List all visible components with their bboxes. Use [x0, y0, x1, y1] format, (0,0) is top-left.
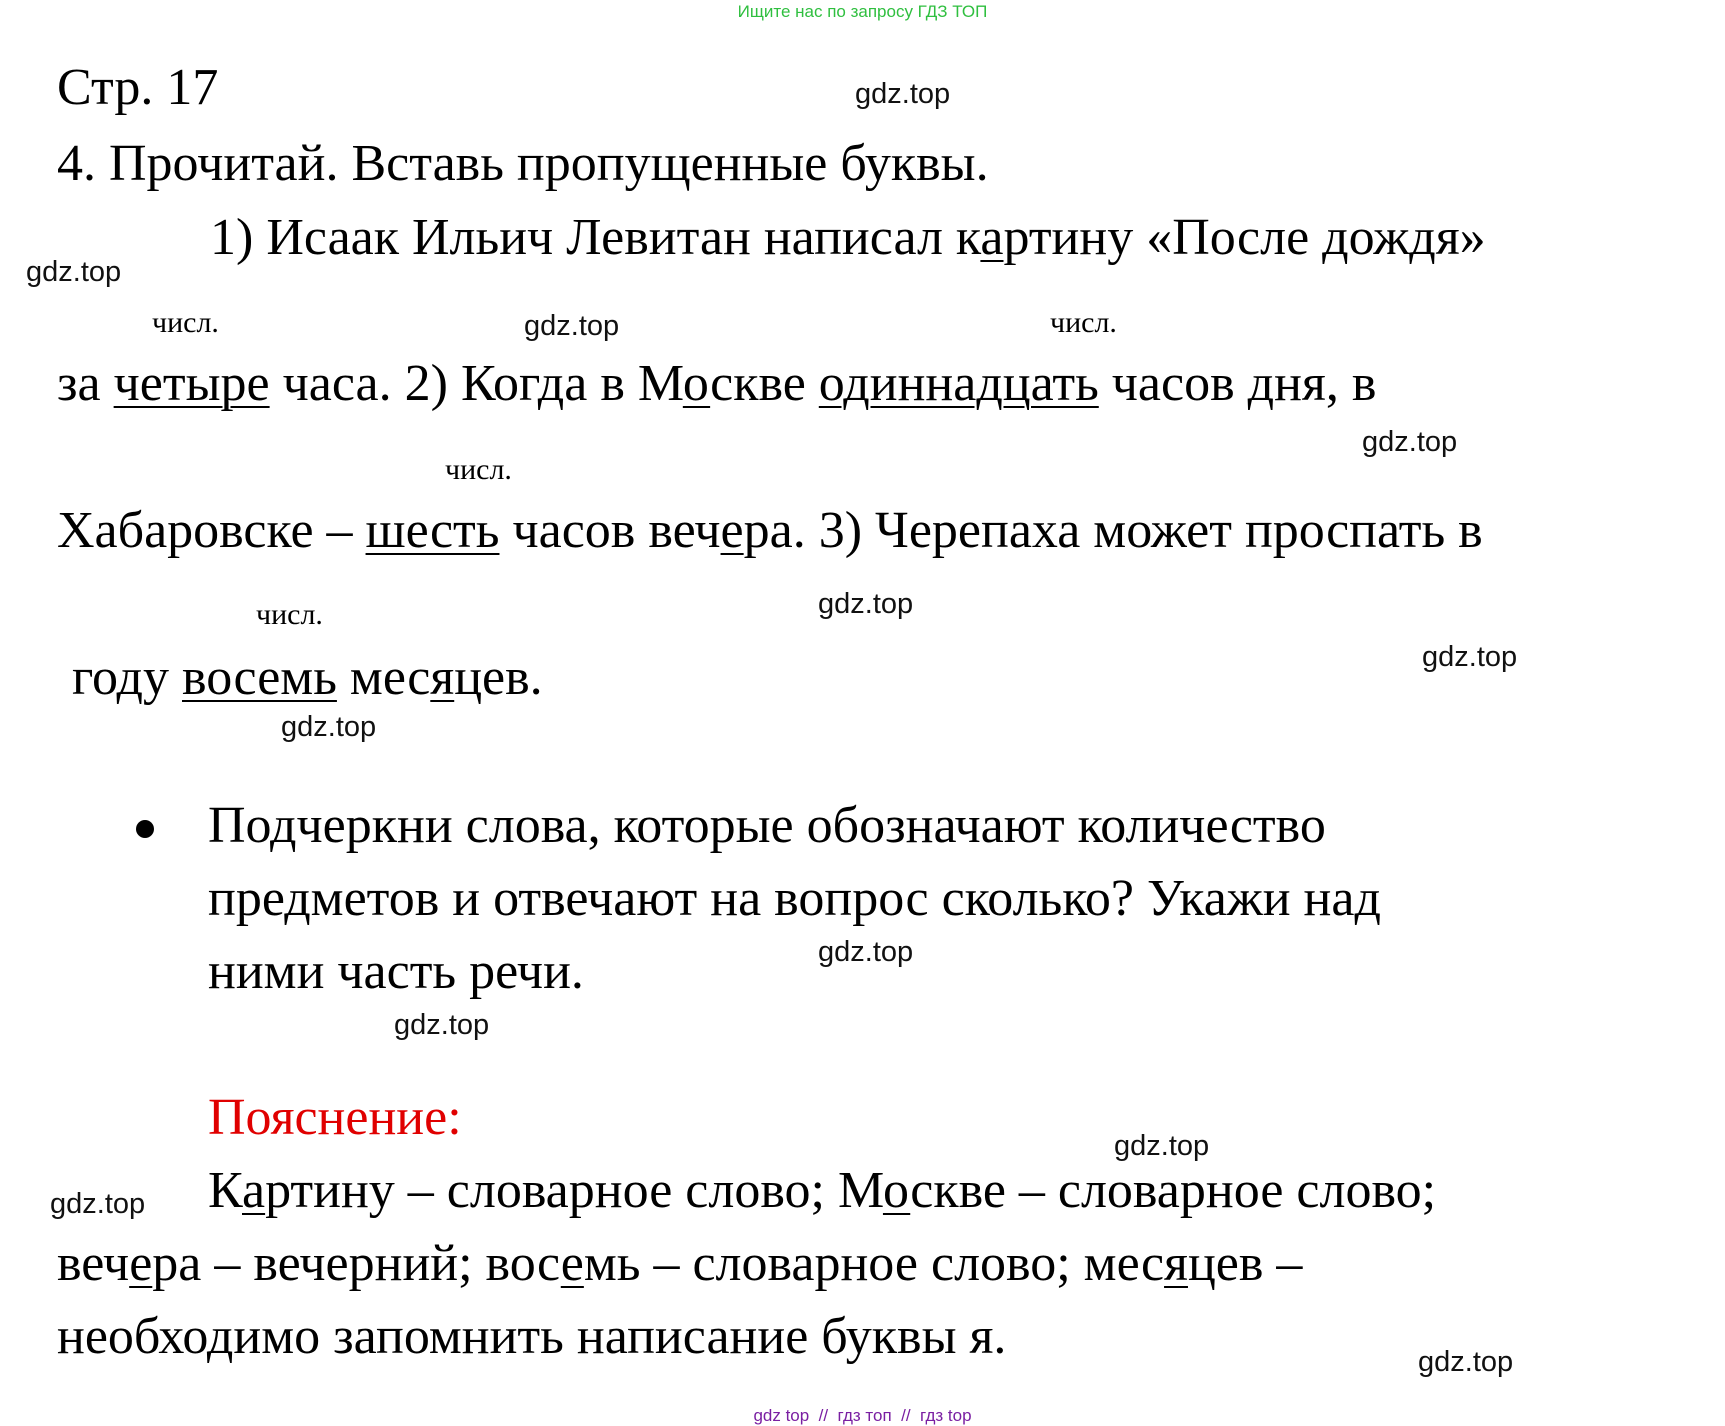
numeral-word: шесть: [365, 502, 500, 559]
explanation-heading: Пояснение:: [208, 1089, 462, 1146]
page-label: Стр. 17: [57, 59, 219, 116]
missing-letter: о: [682, 355, 711, 412]
annotation-numeral: числ.: [256, 598, 323, 631]
missing-letter: а: [242, 1162, 266, 1219]
bullet-point: [136, 820, 154, 838]
explanation-line-2: вечера – вечерний; восемь – словарное слово; месяцев –: [57, 1235, 1303, 1292]
watermark: gdz.top: [818, 936, 914, 968]
annotation-numeral: числ.: [1050, 306, 1117, 339]
watermark: gdz.top: [818, 588, 914, 620]
watermark: gdz.top: [26, 256, 122, 288]
sentence-line-2: за четыре часа. 2) Когда в Москве одиннадцать часов дня, в: [57, 355, 1377, 412]
explanation-line-1: Картину – словарное слово; Москве – словарное слово;: [208, 1162, 1437, 1219]
numeral-word: одиннадцать: [818, 355, 1099, 412]
watermark: gdz.top: [50, 1188, 146, 1220]
missing-letter: е: [129, 1235, 153, 1292]
watermark: gdz.top: [855, 78, 951, 110]
bullet-task-line-1: Подчеркни слова, которые обозначают количество: [208, 797, 1326, 854]
watermark: gdz.top: [1418, 1346, 1514, 1378]
missing-letter: о: [882, 1162, 911, 1219]
missing-letter: я: [1164, 1235, 1188, 1292]
sentence-line-3: Хабаровске – шесть часов вечера. 3) Черепаха может проспать в: [57, 502, 1483, 559]
watermark: gdz.top: [394, 1009, 490, 1041]
task-title: 4. Прочитай. Вставь пропущенные буквы.: [57, 135, 989, 192]
watermark: gdz.top: [1362, 426, 1458, 458]
watermark: gdz.top: [524, 310, 620, 342]
watermark: gdz.top: [1114, 1130, 1210, 1162]
numeral-word: четыре: [113, 355, 270, 412]
missing-letter: а: [980, 209, 1004, 266]
missing-letter: е: [720, 502, 744, 559]
missing-letter: я: [430, 649, 455, 706]
annotation-numeral: числ.: [445, 453, 512, 486]
bullet-task-line-3: ними часть речи.: [208, 943, 584, 1000]
explanation-line-3: необходимо запомнить написание буквы я.: [57, 1308, 1007, 1365]
bullet-task-line-2: предметов и отвечают на вопрос сколько? Укажи над: [208, 870, 1381, 927]
top-banner: Ищите нас по запросу ГДЗ ТОП: [737, 2, 988, 21]
footer-links: gdz top // гдз топ // гдз top: [753, 1406, 972, 1425]
watermark: gdz.top: [1422, 641, 1518, 673]
annotation-numeral: числ.: [152, 306, 219, 339]
watermark: gdz.top: [281, 711, 377, 743]
sentence-line-1: 1) Исаак Ильич Левитан написал картину «После дождя»: [210, 209, 1486, 266]
missing-letter: е: [560, 1235, 584, 1292]
sentence-line-4: году восемь месяцев.: [72, 649, 543, 706]
numeral-word: восемь: [182, 649, 337, 706]
